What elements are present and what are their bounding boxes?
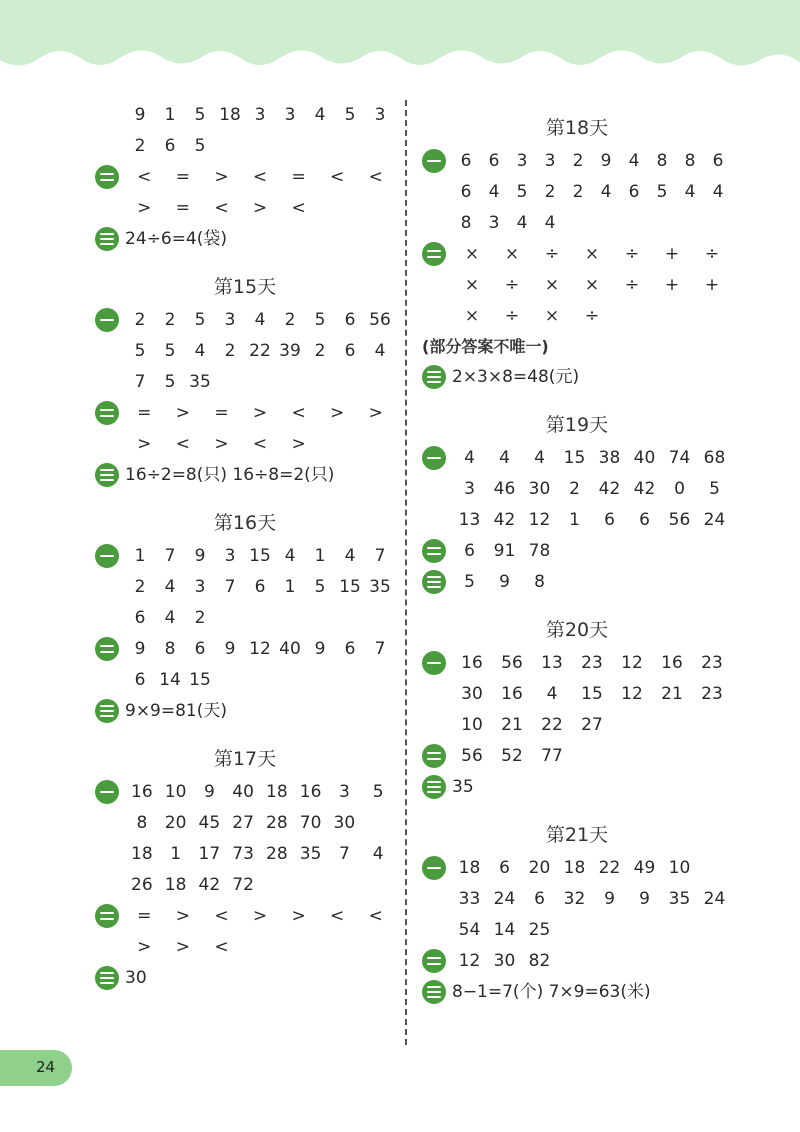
section-1 [422, 853, 732, 946]
answer-row: 7 5 35 [134, 372, 211, 392]
day-title: 第21天 [545, 824, 609, 846]
section-2 [422, 536, 732, 567]
word-problem-answer: 35 [452, 777, 474, 797]
section-3 [422, 362, 732, 393]
answer-row: 6 91 78 [464, 541, 551, 561]
section-1 [422, 443, 732, 536]
answer-row: 12 30 82 [458, 951, 551, 971]
section-3-badge-icon [95, 699, 119, 723]
section-3 [95, 696, 395, 727]
section-1-badge-icon [95, 308, 119, 332]
answer-row: 6 4 5 2 2 4 6 5 4 4 [460, 182, 724, 202]
section-2 [422, 239, 732, 332]
page-number: 24 [36, 1058, 56, 1076]
right-column [422, 100, 732, 1008]
answer-row: = > = > < > > [137, 403, 383, 423]
day-title: 第16天 [213, 512, 277, 534]
day-title: 第17天 [213, 748, 277, 770]
section-2 [422, 946, 732, 977]
answer-row: 18 6 20 18 22 49 10 [458, 858, 691, 878]
answer-row: 13 42 12 1 6 6 56 24 [458, 510, 726, 530]
section-badge [95, 103, 119, 127]
answer-row: 30 16 4 15 12 21 23 [461, 684, 723, 704]
answer-row: 16 56 13 23 12 16 23 [461, 653, 723, 673]
answer-row: 9 8 6 9 12 40 9 6 7 [134, 639, 386, 659]
word-problem-answer: 16÷2=8(只) 16÷8=2(只) [125, 465, 335, 485]
answer-row: 10 21 22 27 [461, 715, 603, 735]
answer-row: 56 52 77 [461, 746, 563, 766]
section-3 [422, 772, 732, 803]
top-decorative-band [0, 0, 800, 92]
answer-row: 33 24 6 32 9 9 35 24 [458, 889, 726, 909]
section-3-badge-icon [95, 966, 119, 990]
section-3 [422, 977, 732, 1008]
section-2 [95, 398, 395, 460]
answer-row: × × ÷ × ÷ + ÷ [464, 244, 720, 264]
section-2-badge-icon [95, 165, 119, 189]
answer-row: 2 6 5 [134, 136, 206, 156]
section-2 [422, 741, 732, 772]
answer-row: 18 1 17 73 28 35 7 4 [131, 844, 384, 864]
section-2-badge-icon [422, 949, 446, 973]
section-1 [95, 777, 395, 901]
answer-row: 4 4 4 15 38 40 74 68 [464, 448, 726, 468]
answer-row: × ÷ × × ÷ + + [464, 275, 720, 295]
answer-row: × ÷ × ÷ [464, 306, 600, 326]
word-problem-answer: 30 [125, 968, 147, 988]
section-1-badge-icon [422, 149, 446, 173]
section-3 [95, 963, 395, 994]
note-text: (部分答案不唯一) [422, 337, 549, 356]
answer-row: 8 3 4 4 [460, 213, 556, 233]
answer-row: 5 9 8 [464, 572, 545, 592]
word-problem-answer: 9×9=81(天) [125, 701, 228, 721]
answer-row: 2 2 5 3 4 2 5 6 56 [134, 310, 391, 330]
answer-row: 26 18 42 72 [131, 875, 254, 895]
word-problem-answer: 24÷6=4(袋) [125, 229, 228, 249]
word-problem-answer: 2×3×8=48(元) [452, 367, 580, 387]
section-2-badge-icon [422, 242, 446, 266]
answer-row: 3 46 30 2 42 42 0 5 [464, 479, 720, 499]
section-1 [95, 305, 395, 398]
section-1-badge-icon [422, 446, 446, 470]
section-1 [95, 100, 395, 162]
section-2-badge-icon [422, 744, 446, 768]
section-2-badge-icon [95, 904, 119, 928]
answer-row: 9 1 5 18 3 3 4 5 3 [134, 105, 386, 125]
answer-row: 2 4 3 7 6 1 5 15 35 [134, 577, 391, 597]
section-3 [422, 567, 732, 598]
answer-row: 5 5 4 2 22 39 2 6 4 [134, 341, 386, 361]
answer-row: > = < > < [137, 198, 306, 218]
answer-row: < = > < = < < [137, 167, 383, 187]
section-1 [95, 541, 395, 634]
day-title: 第18天 [545, 117, 609, 139]
section-1-badge-icon [422, 856, 446, 880]
section-1-badge-icon [95, 780, 119, 804]
answer-row: 16 10 9 40 18 16 3 5 [131, 782, 384, 802]
answer-row: 8 20 45 27 28 70 30 [136, 813, 356, 833]
answer-row: 6 4 2 [134, 608, 206, 628]
section-3 [95, 460, 395, 491]
section-2 [95, 901, 395, 963]
section-3-badge-icon [422, 775, 446, 799]
section-3-badge-icon [95, 227, 119, 251]
column-divider [405, 100, 407, 1045]
word-problem-answer: 8−1=7(个) 7×9=63(米) [452, 982, 651, 1002]
answer-row: 54 14 25 [458, 920, 551, 940]
left-column [95, 100, 395, 994]
answer-row: 6 14 15 [134, 670, 211, 690]
section-1 [422, 146, 732, 239]
section-3 [95, 224, 395, 255]
section-3-badge-icon [95, 463, 119, 487]
section-2 [95, 634, 395, 696]
answer-row: > > < [137, 937, 229, 957]
answer-row: 1 7 9 3 15 4 1 4 7 [134, 546, 386, 566]
section-2 [95, 162, 395, 224]
section-3-badge-icon [422, 570, 446, 594]
section-1-badge-icon [422, 651, 446, 675]
day-title: 第20天 [545, 619, 609, 641]
section-2-badge-icon [422, 539, 446, 563]
section-2-badge-icon [95, 401, 119, 425]
section-1-badge-icon [95, 544, 119, 568]
answer-row: > < > < > [137, 434, 306, 454]
section-2-badge-icon [95, 637, 119, 661]
day-title: 第19天 [545, 414, 609, 436]
section-3-badge-icon [422, 980, 446, 1004]
day-title: 第15天 [213, 276, 277, 298]
section-1 [422, 648, 732, 741]
answer-row: = > < > > < < [137, 906, 383, 926]
section-3-badge-icon [422, 365, 446, 389]
answer-row: 6 6 3 3 2 9 4 8 8 6 [460, 151, 724, 171]
